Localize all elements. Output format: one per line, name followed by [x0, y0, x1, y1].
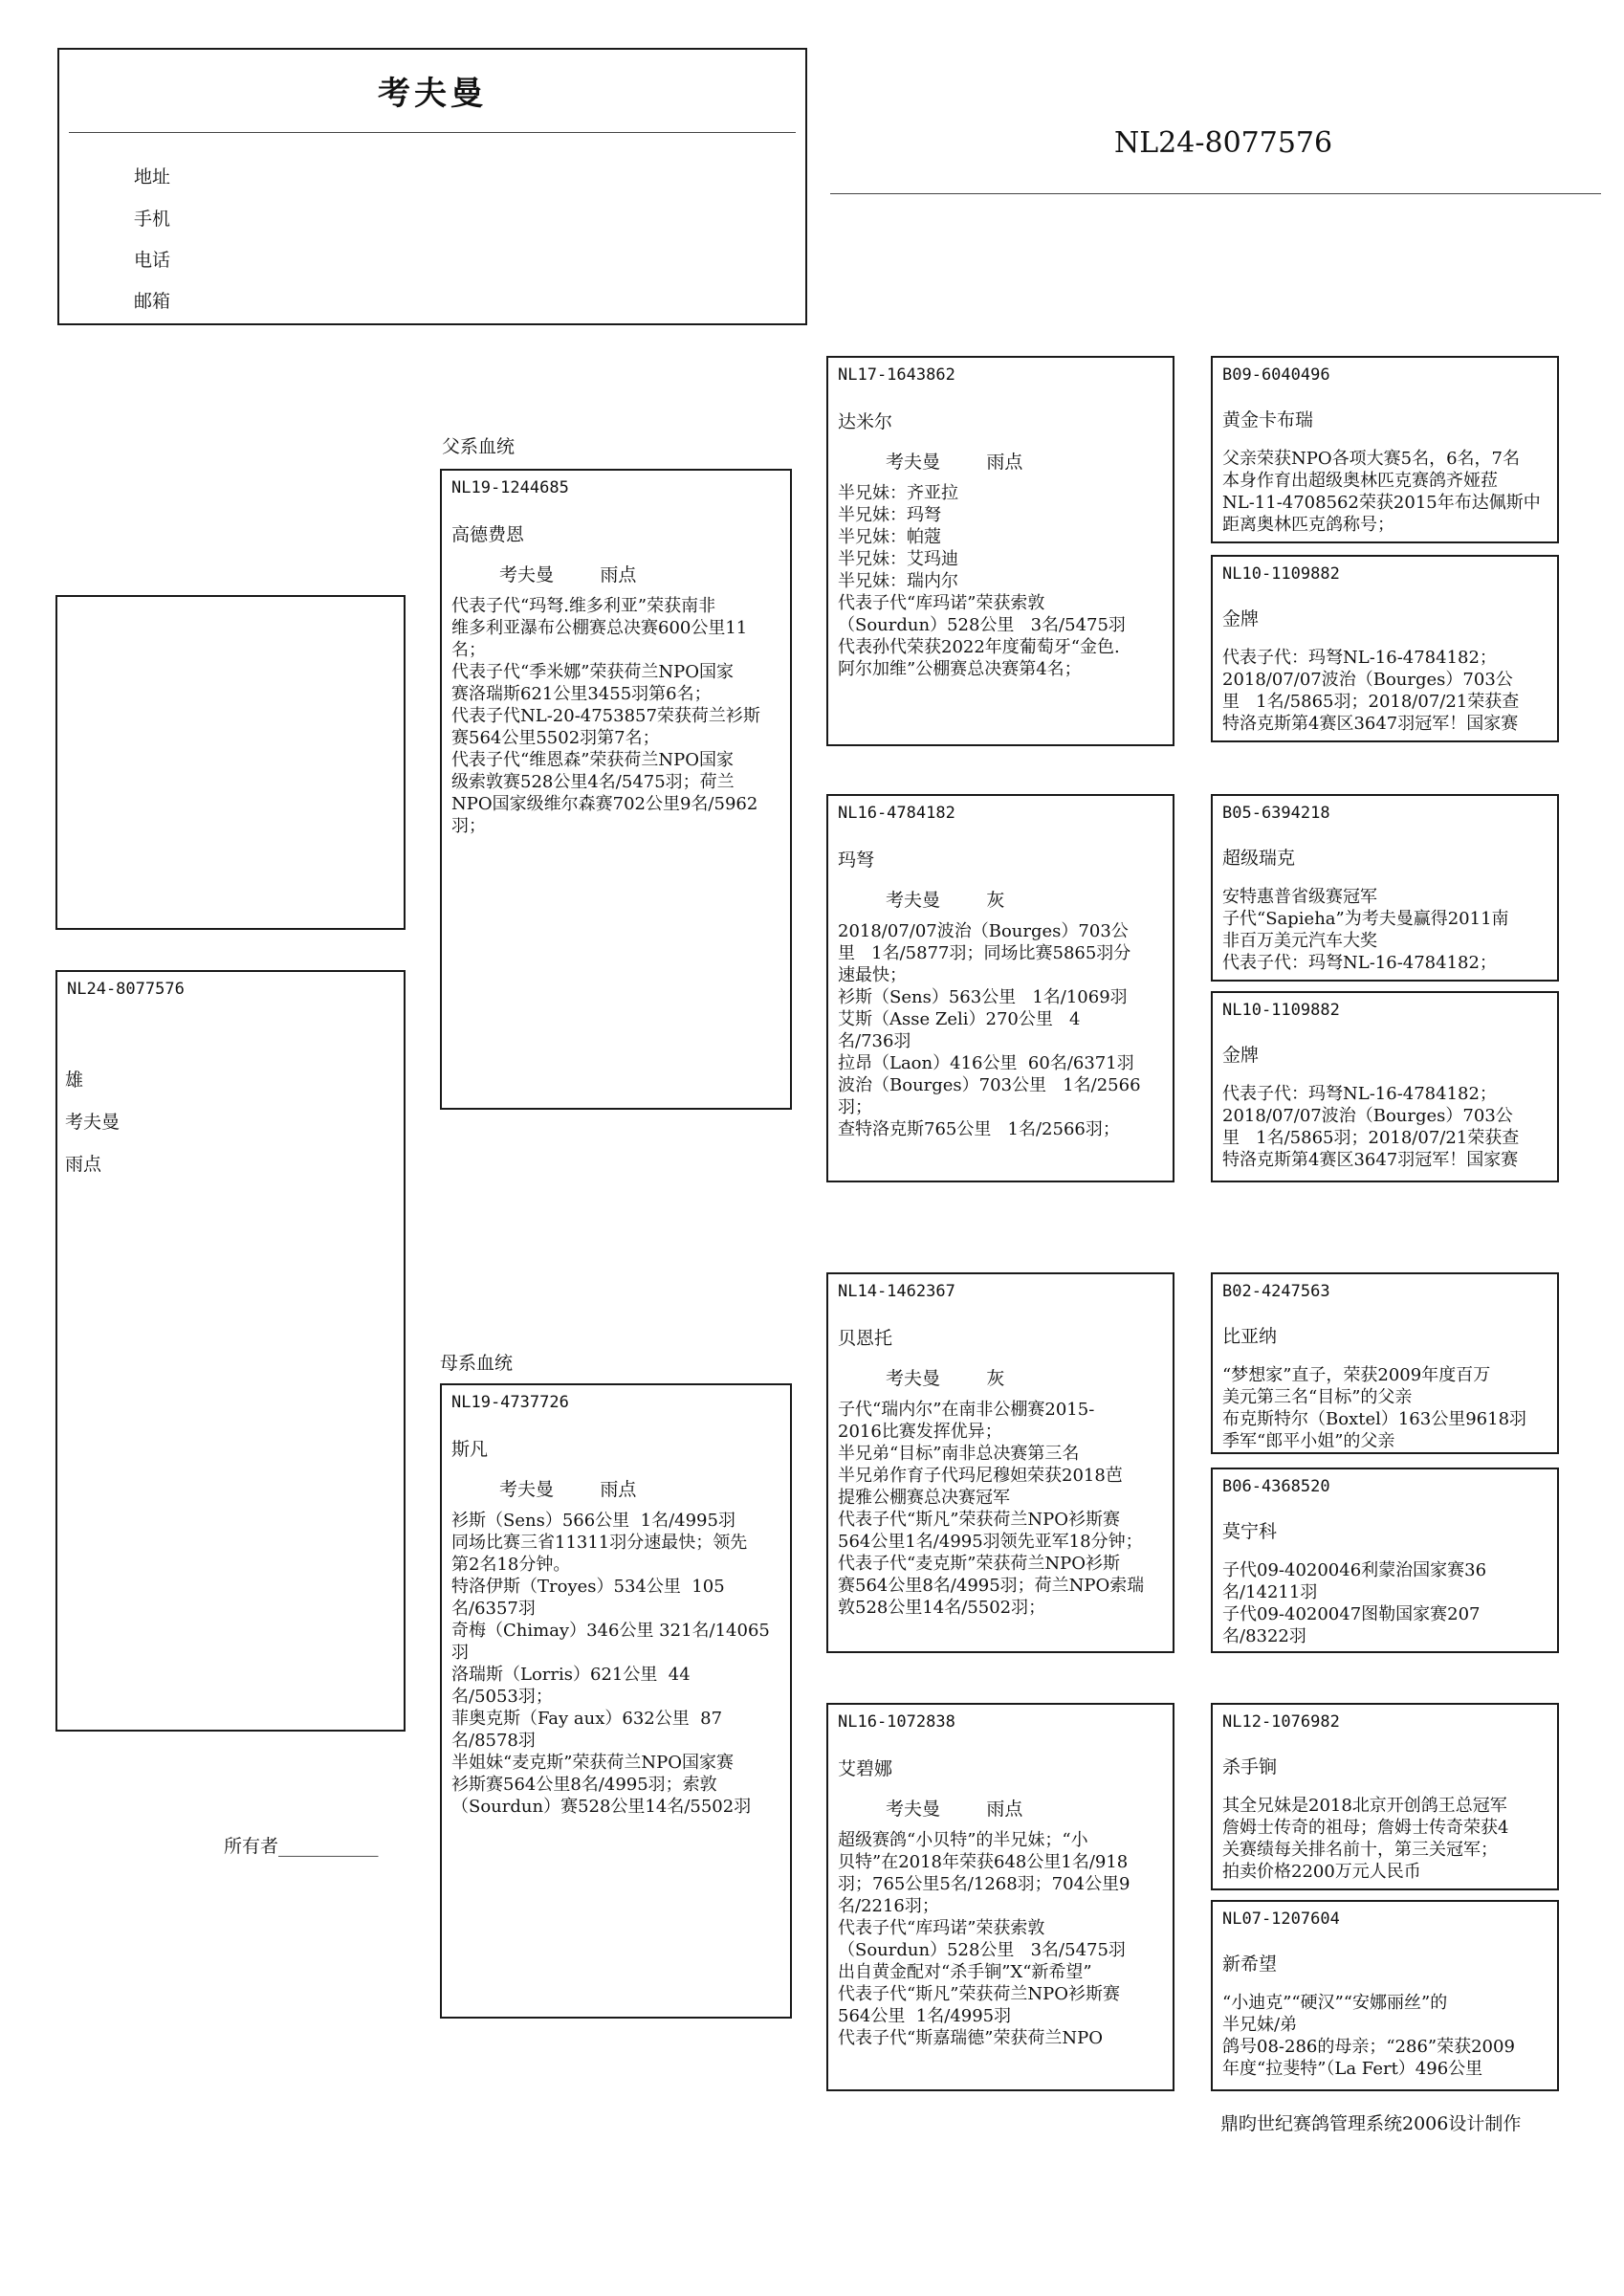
great-grandparent-ring: NL07-1207604	[1222, 1910, 1340, 1929]
subject-box	[55, 970, 406, 1732]
phone-label: 电话	[134, 250, 171, 271]
dam-meta: 考夫曼 雨点	[499, 1479, 637, 1500]
ring-number-header: NL24-8077576	[1114, 126, 1333, 160]
great-grandparent-record: “梦想家”直子，荣获2009年度百万 美元第三名“目标”的父亲 布克斯特尔（Boxtel）163公里9618羽 季军“郎平小姐”的父亲	[1222, 1365, 1527, 1451]
grandparent-record: 2018/07/07波治（Bourges）703公 里 1名/5877羽；同场比赛5865羽分 速最快； 衫斯（Sens）563公里 1名/1069羽 艾斯（Asse Zeli）270公里 4 名/736羽 拉昂（Laon）416公里 60名/6371羽 波治（Bourges）703公里 1名/2566 羽； 查特洛克斯765公里 1名/2566羽；	[838, 921, 1141, 1139]
great-grandparent-ring: B06-4368520	[1222, 1477, 1330, 1496]
great-grandparent-box	[1211, 1703, 1559, 1890]
photo-box	[55, 595, 406, 930]
grandparent-meta: 考夫曼 灰	[886, 1368, 1005, 1389]
dam-ring: NL19-4737726	[451, 1393, 569, 1412]
sire-ring: NL19-1244685	[451, 478, 569, 497]
header-divider	[69, 132, 796, 133]
grandparent-record: 超级赛鸽“小贝特”的半兄妹；“小 贝特”在2018年荣获648公里1名/918 羽；765公里5名/1268羽；704公里9 名/2216羽； 代表子代“库玛诺”荣获索敦 （Sourdun）528公里 3名/5475羽 出自黄金配对“杀手锏”X“新希望” 代表子代“斯凡”荣获荷兰NPO衫斯赛 564公里 1名/4995羽 代表子代“斯嘉瑞德”荣获荷兰NPO	[838, 1830, 1130, 2048]
great-grandparent-ring: NL10-1109882	[1222, 1001, 1340, 1020]
great-grandparent-name: 莫宁科	[1222, 1521, 1278, 1542]
granddam-maternal-box	[826, 1703, 1174, 2091]
grandparent-name: 艾碧娜	[838, 1758, 893, 1779]
grandparent-meta: 考夫曼 雨点	[886, 1799, 1023, 1820]
grandparent-meta: 考夫曼 雨点	[886, 452, 1023, 473]
great-grandparent-record: “小迪克”“硬汉”“安娜丽丝”的 半兄妹/弟 鸽号08-286的母亲；“286”荣获2009 年度“拉斐特”（La Fert）496公里	[1222, 1993, 1515, 2079]
owner-name: 考夫曼	[378, 75, 487, 113]
great-grandparent-box	[1211, 1272, 1559, 1454]
great-grandparent-name: 超级瑞克	[1222, 848, 1296, 869]
grandsire-maternal-box	[826, 1272, 1174, 1653]
great-grandparent-name: 金牌	[1222, 608, 1260, 629]
great-grandparent-ring: B02-4247563	[1222, 1282, 1330, 1301]
granddam-paternal-box	[826, 794, 1174, 1182]
subject-color: 雨点	[65, 1154, 102, 1175]
great-grandparent-box	[1211, 356, 1559, 543]
great-grandparent-name: 黄金卡布瑞	[1222, 409, 1314, 430]
dam-name: 斯凡	[451, 1439, 489, 1460]
grandparent-name: 玛弩	[838, 850, 875, 871]
great-grandparent-name: 新希望	[1222, 1954, 1278, 1975]
great-grandparent-record: 代表子代：玛弩NL-16-4784182； 2018/07/07波治（Bourges）703公 里 1名/5865羽；2018/07/21荣获查 特洛克斯第4赛区3647羽冠军！国家赛	[1222, 1084, 1520, 1170]
great-grandparent-record: 子代09-4020046利蒙治国家赛36 名/14211羽 子代09-4020047图勒国家赛207 名/8322羽	[1222, 1560, 1487, 1646]
great-grandparent-box	[1211, 991, 1559, 1182]
grandsire-paternal-box	[826, 356, 1174, 746]
sire-name: 高德费恩	[451, 524, 525, 545]
sire-meta: 考夫曼 雨点	[499, 564, 637, 585]
grandparent-meta: 考夫曼 灰	[886, 890, 1005, 911]
subject-owner: 考夫曼	[65, 1112, 121, 1133]
grandparent-name: 达米尔	[838, 411, 893, 432]
subject-ring: NL24-8077576	[67, 980, 185, 999]
dam-record: 衫斯（Sens）566公里 1名/4995羽 同场比赛三省11311羽分速最快；领先 第2名18分钟。 特洛伊斯（Troyes）534公里 105 名/6357羽 奇梅（Chimay）346公里 321名/14065 羽 洛瑞斯（Lorris）621公里 44 名/5053羽； 菲奥克斯（Fay aux）632公里 87 名/8578羽 半姐妹“麦克斯”荣获荷兰NPO国家赛 衫斯赛564公里8名/4995羽；索敦 （Sourdun）赛528公里14名/5502羽	[451, 1511, 770, 1817]
sire-line-label: 父系血统	[442, 436, 516, 457]
great-grandparent-ring: NL10-1109882	[1222, 564, 1340, 584]
subject-sex: 雄	[65, 1070, 84, 1091]
grandparent-ring: NL17-1643862	[838, 365, 955, 385]
grandparent-ring: NL16-4784182	[838, 804, 955, 823]
grandparent-ring: NL14-1462367	[838, 1282, 955, 1301]
grandparent-ring: NL16-1072838	[838, 1712, 955, 1732]
address-label: 地址	[134, 166, 171, 188]
dam-box	[440, 1383, 792, 2019]
great-grandparent-name: 比亚纳	[1222, 1326, 1278, 1347]
great-grandparent-box	[1211, 555, 1559, 742]
sire-record: 代表子代“玛弩.维多利亚”荣获南非 维多利亚瀑布公棚赛总决赛600公里11 名； 代表子代“季米娜”荣获荷兰NPO国家 赛洛瑞斯621公里3455羽第6名； 代表子代NL-20-4753857荣获荷兰衫斯 赛564公里5502羽第7名； 代表子代“维恩森”荣获荷兰NPO国家 级索敦赛528公里4名/5475羽；荷兰 NPO国家级维尔森赛702公里9名/5962 羽；	[451, 596, 760, 836]
grandparent-name: 贝恩托	[838, 1328, 893, 1349]
great-grandparent-ring: B05-6394218	[1222, 804, 1330, 823]
great-grandparent-ring: B09-6040496	[1222, 365, 1330, 385]
great-grandparent-box	[1211, 1900, 1559, 2091]
grandparent-record: 半兄妹：齐亚拉 半兄妹：玛弩 半兄妹：帕蔻 半兄妹：艾玛迪 半兄妹：瑞内尔 代表子代“库玛诺”荣获索敦 （Sourdun）528公里 3名/5475羽 代表孙代荣获2022年度葡萄牙“金色. 阿尔加维”公棚赛总决赛第4名；	[838, 483, 1126, 679]
great-grandparent-record: 父亲荣获NPO各项大赛5名，6名，7名 本身作育出超级奥林匹克赛鸽齐娅菈 NL-11-4708562荣获2015年布达佩斯中 距离奥林匹克鸽称号；	[1222, 449, 1541, 535]
great-grandparent-record: 代表子代：玛弩NL-16-4784182； 2018/07/07波治（Bourges）703公 里 1名/5865羽；2018/07/21荣获查 特洛克斯第4赛区3647羽冠军！国家赛	[1222, 648, 1520, 734]
dam-line-label: 母系血统	[440, 1353, 514, 1374]
mobile-label: 手机	[134, 209, 171, 230]
grandparent-record: 子代“瑞内尔”在南非公棚赛2015- 2016比赛发挥优异； 半兄弟“目标”南非总决赛第三名 半兄弟作育子代玛尼穆妲荣获2018芭 提雅公棚赛总决赛冠军 代表子代“斯凡”荣获荷兰NPO衫斯赛 564公里1名/4995羽领先亚军18分钟； 代表子代“麦克斯”荣获荷兰NPO衫斯 赛564公里8名/4995羽；荷兰NPO索瑞 敦528公里14名/5502羽；	[838, 1400, 1145, 1618]
header-box	[57, 48, 807, 325]
footer-credit: 鼎昀世纪赛鸽管理系统2006设计制作	[1220, 2113, 1522, 2134]
sire-box	[440, 469, 792, 1110]
great-grandparent-record: 安特惠普省级赛冠军 子代“Sapieha”为考夫曼赢得2011南 非百万美元汽车大奖 代表子代：玛弩NL-16-4784182；	[1222, 887, 1509, 973]
great-grandparent-box	[1211, 1468, 1559, 1653]
great-grandparent-ring: NL12-1076982	[1222, 1712, 1340, 1732]
great-grandparent-box	[1211, 794, 1559, 982]
owner-signature: 所有者___________	[224, 1836, 379, 1857]
great-grandparent-name: 金牌	[1222, 1045, 1260, 1066]
ring-number-underline	[830, 193, 1601, 194]
great-grandparent-name: 杀手锏	[1222, 1756, 1278, 1777]
email-label: 邮箱	[134, 291, 171, 312]
great-grandparent-record: 其全兄妹是2018北京开创鸽王总冠军 詹姆士传奇的祖母；詹姆士传奇荣获4 关赛绩每关排名前十，第三关冠军； 拍卖价格2200万元人民币	[1222, 1796, 1509, 1882]
